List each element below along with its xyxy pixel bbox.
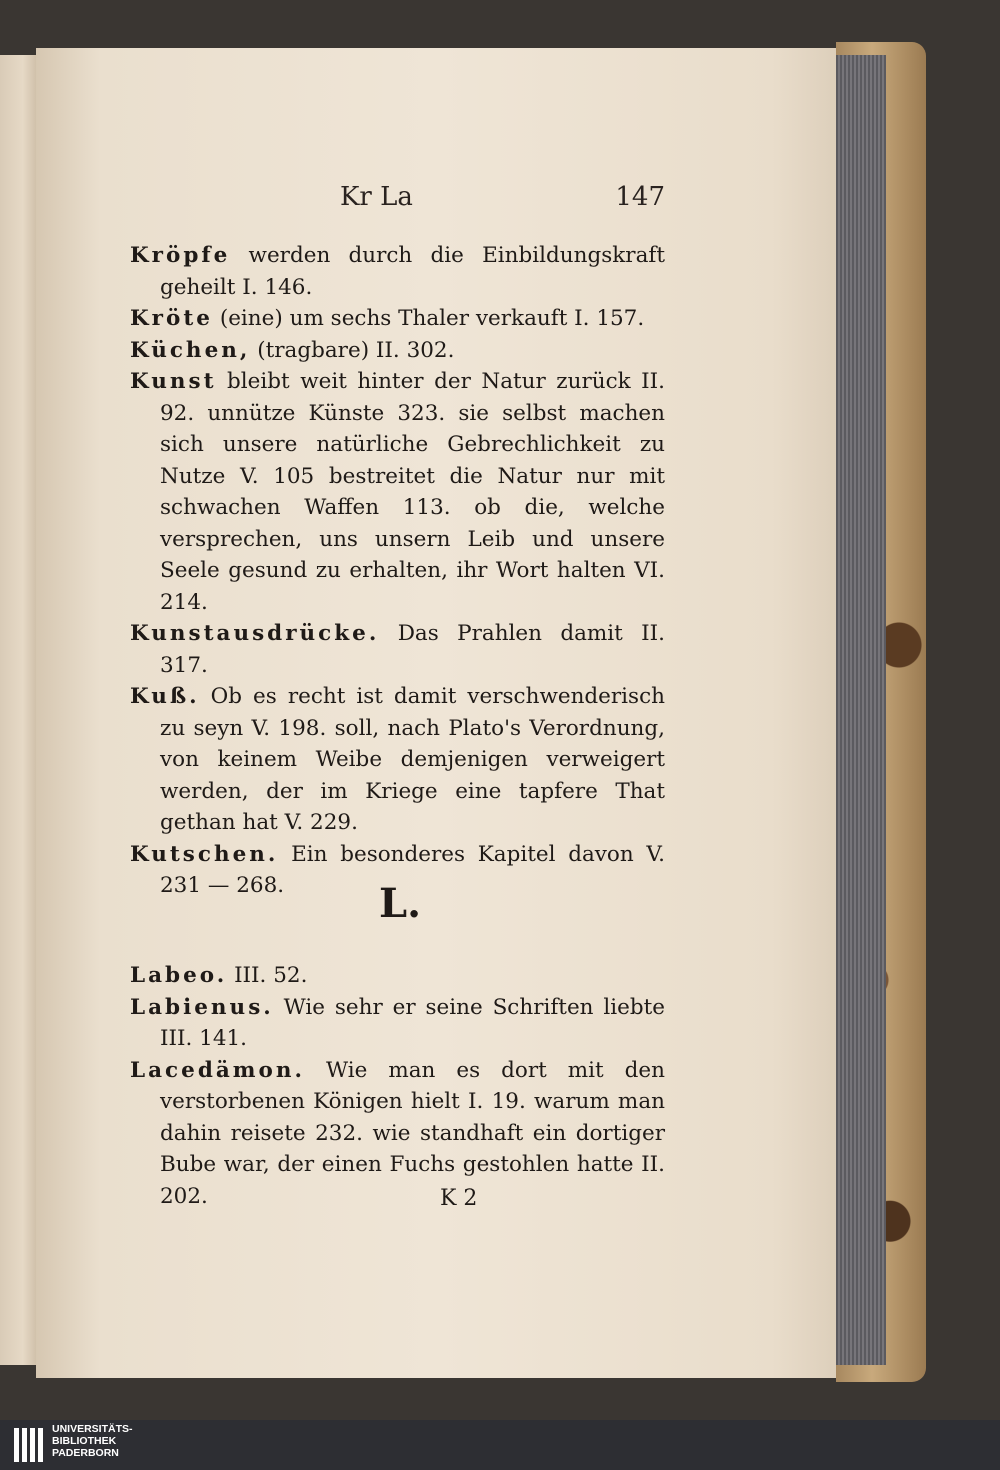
page-header xyxy=(130,182,665,222)
index-entry: Labeo. III. 52. xyxy=(130,963,308,988)
index-entry: Kunst bleibt weit hinter der Natur zurück II. 92. unnütze Künste 323. sie selbst machen sich unsere natürliche Gebrechlichkeit zu Nutze V. 105 bestreitet die Natur nur mit schwachen Waffen 113. ob die, welche versprechen, uns unsern Leib und unsere Seele gesund zu erhalten, ihr Wort halten VI. 214. xyxy=(130,369,665,615)
index-entry: Kröte (eine) um sechs Thaler verkauft I. 157. xyxy=(130,306,645,331)
index-entry: Kuß. Ob es recht ist damit verschwenderisch zu seyn V. 198. soll, nach Plato's Verordnung, von keinem Weibe demjenigen verweigert werden, der im Kriege eine tapfere That gethan hat V. 229. xyxy=(130,684,665,835)
index-entry: Küchen, (tragbare) II. 302. xyxy=(130,337,455,363)
index-entry: Kutschen. Ein besonderes Kapitel davon V. 231 — 268. xyxy=(130,841,666,898)
left-page-edge xyxy=(0,55,38,1365)
running-head: Kr La xyxy=(340,182,413,212)
index-entries-k xyxy=(130,240,665,902)
page-number: 147 xyxy=(615,182,665,212)
signature-mark: K 2 xyxy=(440,1186,478,1211)
index-entries-l xyxy=(130,960,665,1212)
index-entry: Kunstausdrücke. Das Prahlen damit II. 317. xyxy=(130,621,665,678)
library-logo-icon xyxy=(14,1428,44,1462)
library-logo-text: UNIVERSITÄTS- BIBLIOTHEK PADERBORN xyxy=(52,1423,133,1459)
index-entry: Labienus. Wie sehr er seine Schriften liebte III. 141. xyxy=(130,994,665,1051)
footer-bar xyxy=(0,1420,1000,1470)
index-entry: Kröpfe werden durch die Einbildungskraft geheilt I. 146. xyxy=(130,243,665,300)
section-letter: L. xyxy=(378,880,422,927)
page-edges xyxy=(830,55,886,1365)
index-entry: Lacedämon. Wie man es dort mit den verstorbenen Königen hielt I. 19. warum man dahin reisete 232. wie standhaft ein dortiger Bube war, der einen Fuchs gestohlen hatte II. 202. xyxy=(130,1057,665,1209)
